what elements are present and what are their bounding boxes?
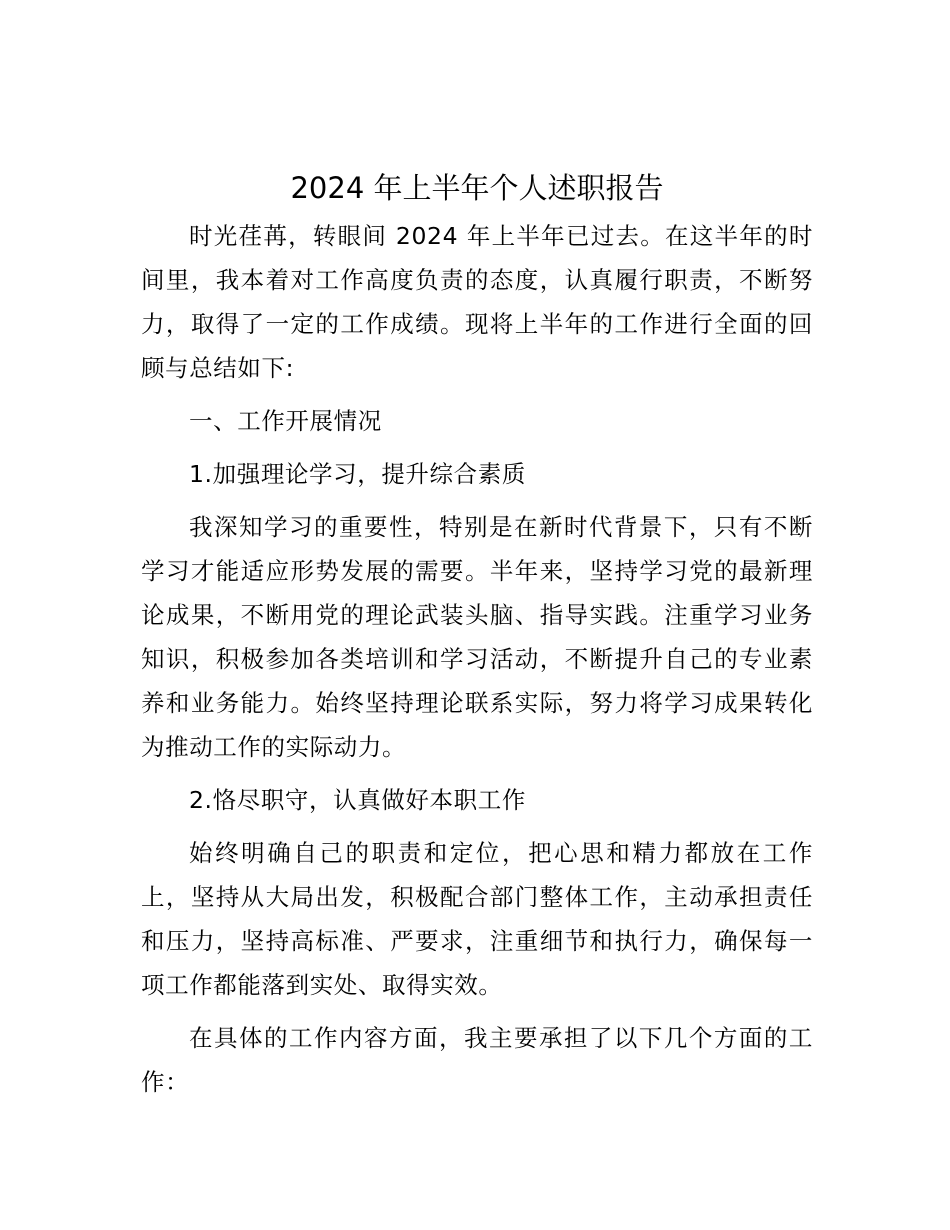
intro-paragraph: 时光荏苒，转眼间 2024 年上半年已过去。在这半年的时间里，我本着对工作高度负责的态度，认真履行职责，不断努力，取得了一定的工作成绩。现将上半年的工作进行全面的回顾与总结如下: (141, 222, 813, 382)
paragraph-work-content: 在具体的工作内容方面，我主要承担了以下几个方面的工作： (141, 1024, 813, 1096)
document-body (141, 166, 813, 1113)
subheading-theory-study: 1.加强理论学习，提升综合素质 (189, 460, 526, 488)
subheading-duty: 2.恪尽职守，认真做好本职工作 (189, 786, 526, 814)
section-heading-work-status: 一、工作开展情况 (189, 407, 382, 435)
document-title: 2024 年上半年个人述职报告 (290, 171, 664, 205)
paragraph-duty: 始终明确自己的职责和定位，把心思和精力都放在工作上，坚持从大局出发，积极配合部门整体工作，主动承担责任和压力，坚持高标准、严要求，注重细节和执行力，确保每一项工作都能落到实处、取得实效。 (141, 839, 813, 999)
paragraph-theory-study: 我深知学习的重要性，特别是在新时代背景下，只有不断学习才能适应形势发展的需要。半年来，坚持学习党的最新理论成果，不断用党的理论武装头脑、指导实践。注重学习业务知识，积极参加各类培训和学习活动，不断提升自己的专业素养和业务能力。始终坚持理论联系实际，努力将学习成果转化为推动工作的实际动力。 (141, 513, 813, 761)
